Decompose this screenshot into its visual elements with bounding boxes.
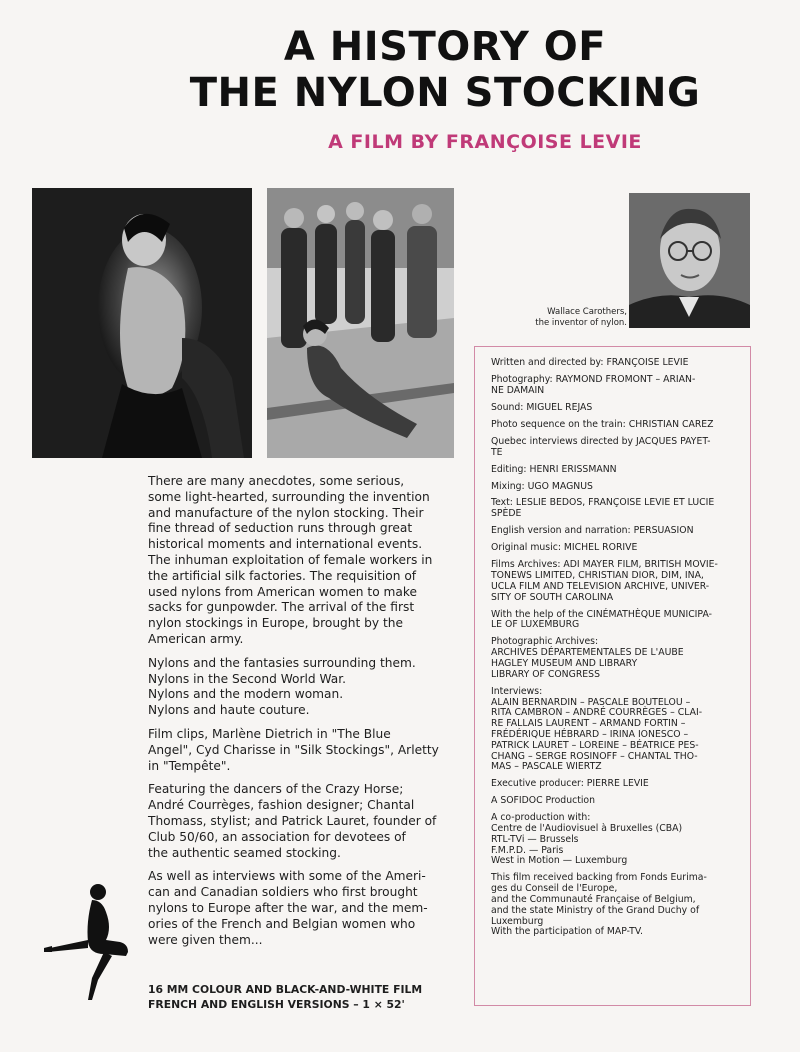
synopsis-line: Club 50/60, an association for devotees of: [148, 829, 406, 844]
credit-entry: [491, 482, 740, 493]
format-line: 16 MM COLOUR AND BLACK-AND-WHITE FILM: [148, 983, 423, 996]
caption-line: the inventor of nylon.: [535, 318, 627, 328]
credit-entry: [491, 437, 740, 459]
credit-line: ges du Conseil de l'Europe,: [491, 883, 618, 895]
credit-line: PATRICK LAURET – LOREINE – BÉATRICE PES-: [491, 739, 699, 751]
film-byline: A FILM BY FRANÇOISE LEVIE: [328, 131, 642, 153]
credit-entry: [491, 637, 740, 680]
credit-entry: [491, 465, 740, 476]
synopsis-line: in "Tempête".: [148, 758, 231, 773]
synopsis-line: Nylons in the Second World War.: [148, 671, 347, 686]
credit-line: and the Communauté Française of Belgium,: [491, 894, 696, 906]
credit-line: Luxemburg: [491, 915, 544, 927]
synopsis-line: were given them...: [148, 932, 263, 947]
credit-line: NE DAMAIN: [491, 384, 545, 396]
synopsis-paragraph: [148, 656, 444, 719]
credit-line: A co-production with:: [491, 812, 591, 824]
credit-line: CHANG – SERGE ROSINOFF – CHANTAL THO-: [491, 750, 698, 762]
photo-woman-stockings-image: [32, 188, 252, 458]
caption-line: Wallace Carothers,: [547, 307, 627, 317]
photo-wallace-carothers: [629, 193, 750, 328]
credit-entry: [491, 403, 740, 414]
credit-line: Interviews:: [491, 685, 543, 697]
credit-line: Quebec interviews directed by JACQUES PAYET-: [491, 435, 711, 447]
credit-line: With the help of the CINÉMATHÈQUE MUNICIPA-: [491, 608, 712, 620]
credit-line: Editing: HENRI ERISSMANN: [491, 463, 617, 475]
synopsis-line: Thomass, stylist; and Patrick Lauret, founder of: [148, 813, 437, 828]
synopsis-line: sacks for gunpowder. The arrival of the first: [148, 600, 415, 615]
credit-entry: [491, 813, 740, 867]
credit-line: and the state Ministry of the Grand Duchy of: [491, 904, 700, 916]
credit-line: English version and narration: PERSUASION: [491, 525, 694, 537]
credit-line: F.M.P.D. — Paris: [491, 844, 564, 856]
synopsis-paragraph: [148, 727, 444, 774]
synopsis-line: ories of the French and Belgian women who: [148, 916, 416, 931]
title-line: THE NYLON STOCKING: [189, 70, 701, 116]
credit-line: LE OF LUXEMBURG: [491, 619, 580, 631]
credit-line: UCLA FILM AND TELEVISION ARCHIVE, UNIVER-: [491, 580, 710, 592]
credit-line: With the participation of MAP-TV.: [491, 926, 643, 938]
credit-line: RITA CAMBRON – ANDRÉ COURRÈGES – CLAI-: [491, 707, 703, 719]
credit-line: Photography: RAYMOND FROMONT – ARIAN-: [491, 373, 696, 385]
synopsis-line: There are many anecdotes, some serious,: [148, 474, 405, 488]
photo-wallace-carothers-image: [629, 193, 750, 328]
credit-line: MAS – PASCALE WIERTZ: [491, 761, 602, 773]
synopsis-line: André Courrèges, fashion designer; Chantal: [148, 798, 415, 813]
credit-entry: [491, 358, 740, 369]
synopsis-paragraph: [148, 869, 444, 948]
synopsis-line: Nylons and the modern woman.: [148, 687, 344, 702]
credit-line: A SOFIDOC Production: [491, 795, 596, 807]
credit-line: West in Motion — Luxemburg: [491, 855, 628, 867]
photo-woman-stockings: [32, 188, 252, 458]
credit-entry: [491, 420, 740, 431]
credit-line: Films Archives: ADI MAYER FILM, BRITISH MOVIE-: [491, 559, 718, 571]
synopsis-line: used nylons from American women to make: [148, 584, 417, 599]
title-line: A HISTORY OF: [283, 24, 607, 70]
synopsis-line: The inhuman exploitation of female workers in: [148, 552, 433, 567]
credit-line: TE: [491, 446, 503, 458]
photo-street-crowd: [267, 188, 454, 458]
credit-entry: [491, 543, 740, 554]
credit-line: SPÈDE: [491, 508, 522, 520]
credit-entry: [491, 610, 740, 632]
credit-line: TONEWS LIMITED, CHRISTIAN DIOR, DIM, INA,: [491, 570, 704, 582]
synopsis-line: As well as interviews with some of the Ameri-: [148, 869, 426, 884]
synopsis-line: the artificial silk factories. The requisition of: [148, 568, 417, 583]
credit-line: HAGLEY MUSEUM AND LIBRARY: [491, 657, 638, 669]
credit-entry: [491, 560, 740, 603]
credit-line: Centre de l'Audiovisuel à Bruxelles (CBA): [491, 823, 683, 835]
synopsis-line: and manufacture of the nylon stocking. Their: [148, 505, 424, 520]
credit-line: ALAIN BERNARDIN – PASCALE BOUTELOU –: [491, 696, 691, 708]
synopsis-line: nylons to Europe after the war, and the mem-: [148, 900, 428, 915]
credit-entry: [491, 873, 740, 938]
credit-line: FRÉDÉRIQUE HÉBRARD – IRINA IONESCO –: [491, 728, 689, 740]
credit-line: Original music: MICHEL RORIVE: [491, 542, 638, 554]
synopsis-line: fine thread of seduction runs through great: [148, 521, 413, 536]
credit-entry: [491, 796, 740, 807]
synopsis-line: Featuring the dancers of the Crazy Horse;: [148, 782, 404, 797]
synopsis-line: can and Canadian soldiers who first brought: [148, 885, 418, 900]
synopsis-line: Film clips, Marlène Dietrich in "The Blue: [148, 726, 391, 741]
synopsis-paragraph: [148, 782, 444, 861]
photo-street-crowd-image: [267, 188, 454, 458]
credit-line: Text: LESLIE BEDOS, FRANÇOISE LEVIE ET LUCIE: [491, 497, 715, 509]
credit-line: Mixing: UGO MAGNUS: [491, 480, 593, 492]
photo-caption: [497, 307, 627, 329]
credit-line: RE FALLAIS LAURENT – ARMAND FORTIN –: [491, 718, 686, 730]
credit-line: ARCHIVES DÉPARTEMENTALES DE L'AUBE: [491, 647, 684, 659]
credit-line: LIBRARY OF CONGRESS: [491, 668, 600, 680]
document-title: [150, 24, 740, 116]
synopsis-line: American army.: [148, 631, 244, 646]
credit-line: This film received backing from Fonds Eurima-: [491, 872, 707, 884]
woman-silhouette-icon: [42, 882, 142, 1000]
credit-line: RTL-TVi — Brussels: [491, 833, 579, 845]
synopsis-line: the authentic seamed stocking.: [148, 845, 341, 860]
credit-entry: [491, 498, 740, 520]
synopsis-line: nylon stockings in Europe, brought by the: [148, 616, 403, 631]
credit-entry: [491, 687, 740, 773]
credit-line: Photographic Archives:: [491, 636, 599, 648]
synopsis-text: [148, 474, 444, 956]
credits-box: [474, 346, 751, 1006]
synopsis-line: some light-hearted, surrounding the invention: [148, 489, 430, 504]
synopsis-paragraph: [148, 474, 444, 648]
synopsis-line: historical moments and international events.: [148, 537, 423, 552]
credit-entry: [491, 779, 740, 790]
synopsis-line: Angel", Cyd Charisse in "Silk Stockings", Arletty: [148, 742, 439, 757]
synopsis-line: Nylons and haute couture.: [148, 703, 310, 718]
format-note: [148, 982, 458, 1012]
credit-entry: [491, 526, 740, 537]
credit-entry: [491, 375, 740, 397]
format-line: FRENCH AND ENGLISH VERSIONS – 1 × 52': [148, 998, 405, 1011]
credit-line: Written and directed by: FRANÇOISE LEVIE: [491, 357, 689, 368]
synopsis-line: Nylons and the fantasies surrounding them.: [148, 655, 416, 670]
credit-line: Executive producer: PIERRE LEVIE: [491, 778, 649, 790]
credit-line: Sound: MIGUEL REJAS: [491, 401, 593, 413]
credit-line: SITY OF SOUTH CAROLINA: [491, 591, 614, 603]
credit-line: Photo sequence on the train: CHRISTIAN CAREZ: [491, 418, 714, 430]
